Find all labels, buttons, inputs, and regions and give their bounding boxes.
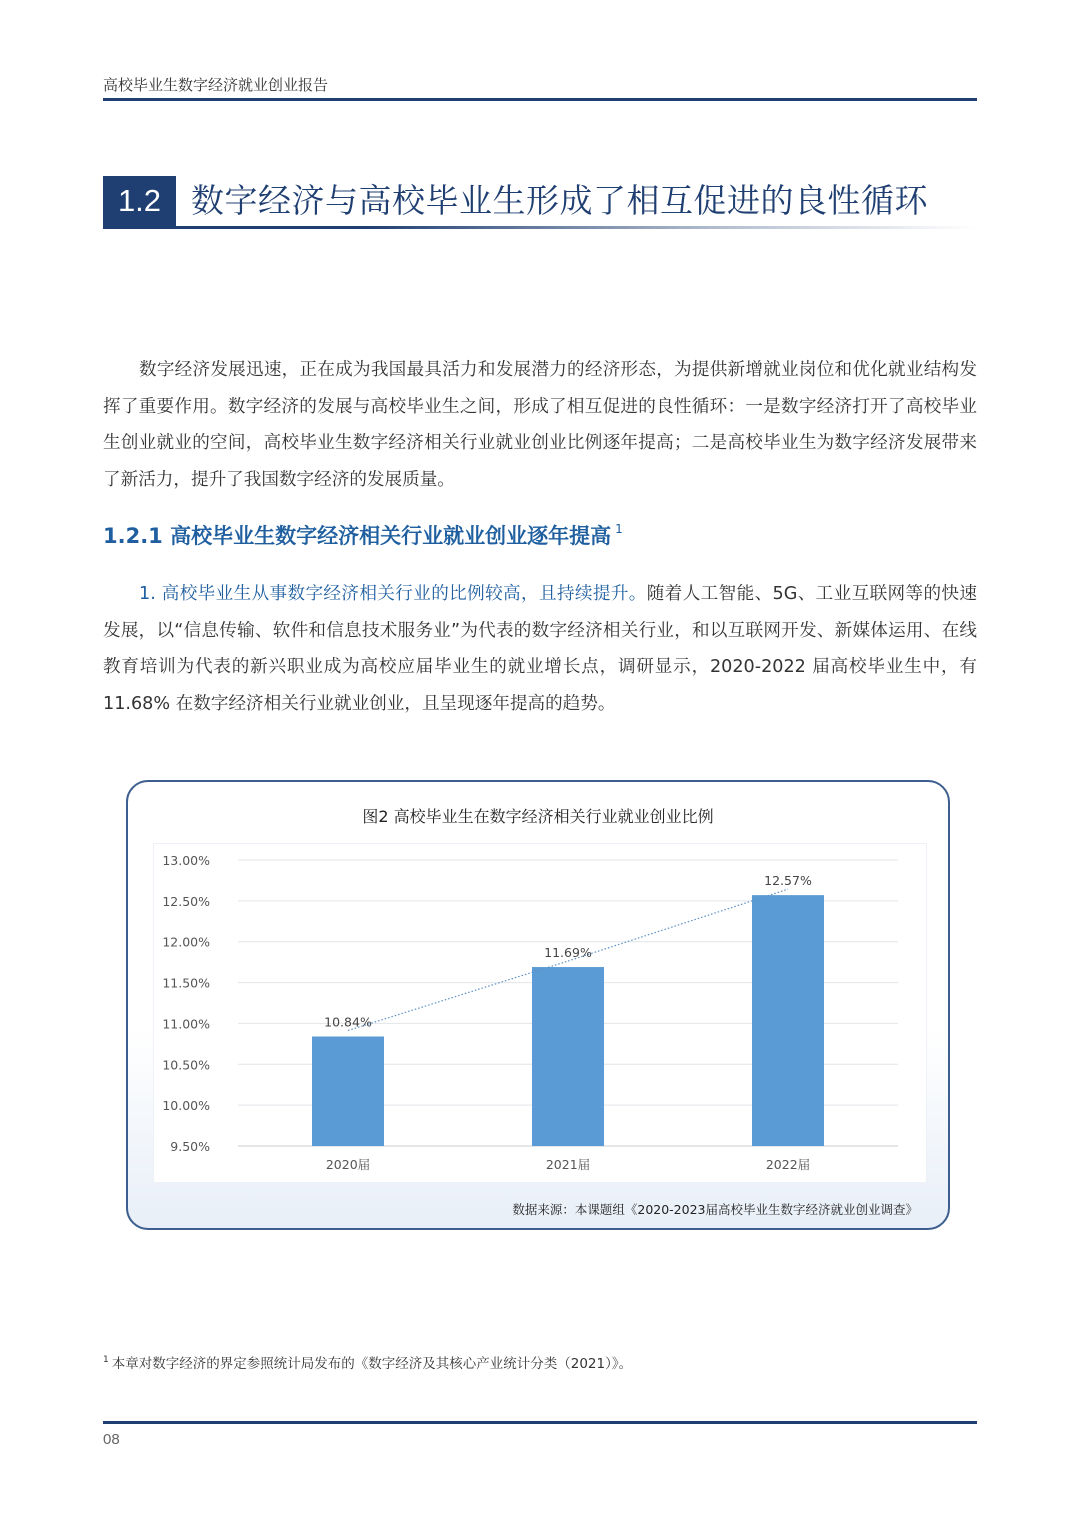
finding-body: 随着人工智能、5G、工业互联网等的快速发展，以“信息传输、软件和信息技术服务业”为代表的数字经济相关行业，和以互联网开发、新媒体运用、在线教育培训为代表的新兴职业成为高校应届毕业生的就业增长点，调研显示，2020-2022 届高校毕业生中，有 11.68% 在数字经济相关行业就业创业，且呈现逐年提高的趋势。 [103,584,977,714]
finding-lead: 1. 高校毕业生从事数字经济相关行业的比例较高，且持续提升。 [139,584,647,604]
y-tick-label: 13.00% [162,853,210,868]
plot-panel [154,844,926,1182]
x-tick-label: 2020届 [325,1157,371,1172]
intro-paragraph: 数字经济发展迅速，正在成为我国最具活力和发展潜力的经济形态，为提供新增就业岗位和优化就业结构发挥了重要作用。数字经济的发展与高校毕业生之间，形成了相互促进的良性循环：一是数字经济打开了高校毕业生创业就业的空间，高校毕业生数字经济相关行业就业创业比例逐年提高；二是高校毕业生为数字经济发展带来了新活力，提升了我国数字经济的发展质量。 [103,360,977,490]
bar [532,967,604,1146]
x-tick-label: 2021届 [545,1157,591,1172]
subsection-heading [103,520,623,550]
y-tick-label: 11.50% [162,975,210,991]
y-tick-label: 12.50% [162,893,210,909]
bar [312,1037,384,1146]
section-title: 数字经济与高校毕业生形成了相互促进的良性循环 [191,181,928,220]
subsection-title: 1.2.1 高校毕业生数字经济相关行业就业创业逐年提高 [103,524,612,548]
data-label: 10.84% [324,1014,372,1030]
y-tick-label: 9.50% [170,1139,210,1154]
footer-rule [103,1421,977,1424]
finding-paragraph [103,576,977,722]
running-header: 高校毕业生数字经济就业创业报告 [103,76,329,94]
y-tick-label: 10.00% [162,1098,210,1114]
y-tick-label: 10.50% [162,1057,210,1073]
section-underline [103,226,977,229]
header-rule [103,98,977,101]
y-tick-label: 11.00% [162,1016,210,1032]
data-label: 11.69% [544,945,592,961]
chart-title: 图2 高校毕业生在数字经济相关行业就业创业比例 [362,807,714,826]
footnote-mark: 1 [103,1355,109,1365]
section-number: 1.2 [103,176,176,226]
chart-card [126,780,950,1230]
section-heading [103,176,977,230]
footnote-text: 本章对数字经济的界定参照统计局发布的《数字经济及其核心产业统计分类（2021）》。 [111,1356,633,1372]
y-tick-label: 12.00% [162,934,210,950]
bar-chart [154,844,926,1182]
page-number: 08 [103,1431,120,1448]
chart-source: 数据来源：本课题组《2020-2023届高校毕业生数字经济就业创业调查》 [512,1202,918,1217]
footnote-reference[interactable]: 1 [615,522,623,536]
x-tick-label: 2022届 [765,1157,811,1172]
footnote [103,1352,632,1372]
data-label: 12.57% [764,873,812,889]
bar [752,895,824,1146]
